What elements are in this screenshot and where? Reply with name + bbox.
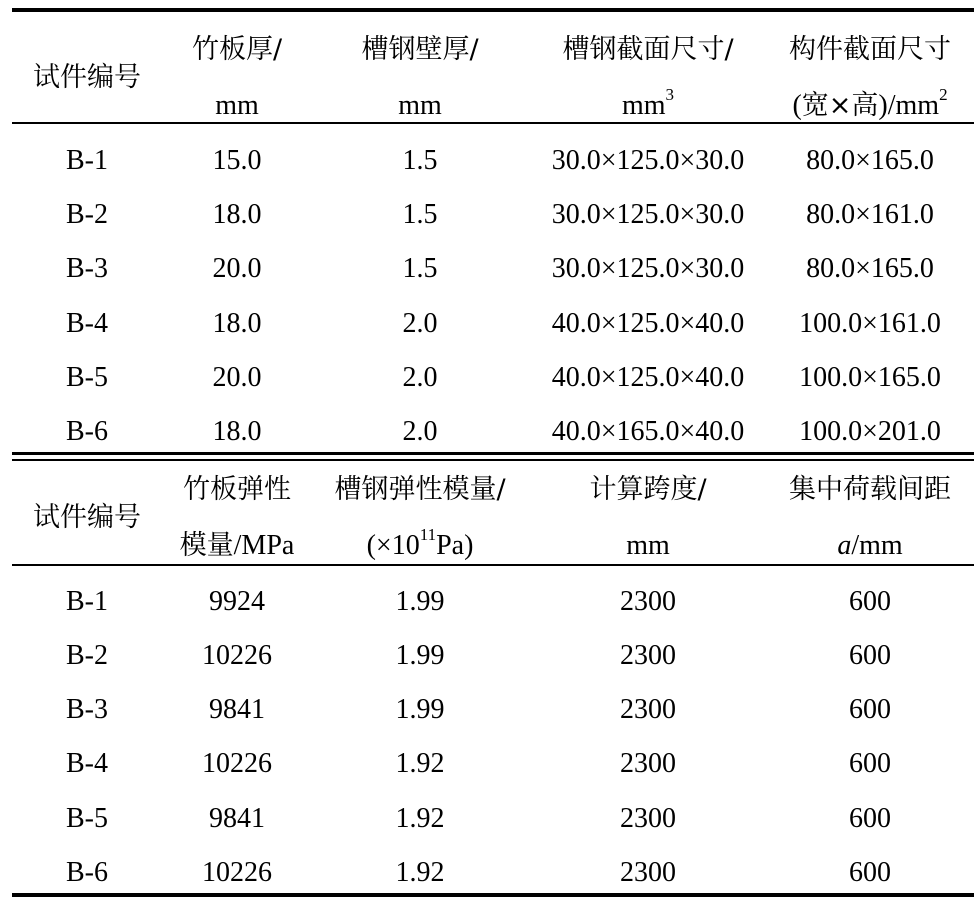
table1-cell-wall-thickness: 2.0: [402, 362, 438, 393]
table2-header-bamboo-modulus: 竹板弹性: [183, 474, 291, 505]
table2-cell-span: 2300: [620, 803, 676, 834]
table1-cell-member-size: 100.0×201.0: [799, 416, 941, 447]
specimen-parameter-table: [12, 8, 974, 900]
table2-cell-specimen: B-3: [66, 694, 108, 725]
table1-header-channel-wall-thickness-unit: mm: [398, 90, 442, 121]
table2-header-load-spacing-unit: a/mm: [837, 530, 903, 561]
table2-header-span: 计算跨度/: [589, 474, 707, 505]
table1-header-channel-section-size: 槽钢截面尺寸/: [562, 34, 734, 65]
table2-header-channel-modulus: 槽钢弹性模量/: [334, 474, 506, 505]
table2-header-rule: [12, 564, 974, 566]
table1-cell-channel-size: 30.0×125.0×30.0: [551, 145, 745, 176]
table1-cell-bamboo-thickness: 20.0: [212, 253, 262, 284]
table1-cell-channel-size: 40.0×165.0×40.0: [551, 416, 745, 447]
table2-cell-span: 2300: [620, 640, 676, 671]
table1-cell-wall-thickness: 2.0: [402, 308, 438, 339]
table2-cell-span: 2300: [620, 857, 676, 888]
table2-bottom-rule: [12, 893, 974, 897]
table1-header-channel-wall-thickness: 槽钢壁厚/: [361, 34, 479, 65]
table1-cell-specimen: B-2: [66, 199, 108, 230]
table2-cell-channel-modulus: 1.99: [395, 694, 445, 725]
table-separator-rule-upper: [12, 452, 974, 455]
table1-cell-bamboo-thickness: 18.0: [212, 199, 262, 230]
table1-cell-specimen: B-5: [66, 362, 108, 393]
table1-cell-specimen: B-6: [66, 416, 108, 447]
table1-cell-bamboo-thickness: 18.0: [212, 416, 262, 447]
table2-cell-bamboo-modulus: 10226: [202, 640, 272, 671]
table1-cell-channel-size: 30.0×125.0×30.0: [551, 199, 745, 230]
table1-cell-specimen: B-4: [66, 308, 108, 339]
table2-cell-bamboo-modulus: 9841: [209, 694, 265, 725]
table1-cell-specimen: B-3: [66, 253, 108, 284]
table2-cell-span: 2300: [620, 748, 676, 779]
table2-cell-load-spacing: 600: [849, 694, 891, 725]
table2-cell-channel-modulus: 1.99: [395, 586, 445, 617]
table1-cell-wall-thickness: 1.5: [402, 253, 438, 284]
table2-header-span-unit: mm: [626, 530, 670, 561]
table2-cell-bamboo-modulus: 10226: [202, 857, 272, 888]
table2-cell-bamboo-modulus: 9841: [209, 803, 265, 834]
table2-cell-bamboo-modulus: 9924: [209, 586, 265, 617]
table2-cell-load-spacing: 600: [849, 586, 891, 617]
table-separator-rule-lower: [12, 459, 974, 461]
table1-cell-member-size: 100.0×161.0: [799, 308, 941, 339]
table1-header-specimen-id: 试件编号: [33, 62, 141, 93]
table2-cell-channel-modulus: 1.92: [395, 857, 445, 888]
table2-cell-specimen: B-1: [66, 586, 108, 617]
table1-header-rule: [12, 122, 974, 124]
table1-cell-member-size: 80.0×165.0: [806, 253, 934, 284]
table1-cell-channel-size: 40.0×125.0×40.0: [551, 362, 745, 393]
table1-header-member-section-size: 构件截面尺寸: [789, 34, 951, 65]
table1-cell-channel-size: 40.0×125.0×40.0: [551, 308, 745, 339]
table1-header-channel-section-size-unit: $mm^3$: [621, 84, 675, 121]
table2-header-bamboo-modulus-unit: 模量/MPa: [179, 530, 295, 561]
table1-cell-member-size: 80.0×165.0: [806, 145, 934, 176]
table1-cell-channel-size: 30.0×125.0×30.0: [551, 253, 745, 284]
table1-cell-bamboo-thickness: 18.0: [212, 308, 262, 339]
table1-cell-bamboo-thickness: 15.0: [212, 145, 262, 176]
table1-cell-member-size: 80.0×161.0: [806, 199, 934, 230]
table1-top-rule: [12, 8, 974, 12]
table1-cell-wall-thickness: 1.5: [402, 145, 438, 176]
table2-cell-load-spacing: 600: [849, 857, 891, 888]
table2-header-channel-modulus-unit: $(\times 10^{11}Pa)$: [366, 524, 474, 561]
table1-cell-wall-thickness: 1.5: [402, 199, 438, 230]
table2-cell-channel-modulus: 1.92: [395, 803, 445, 834]
table2-header-load-spacing: 集中荷载间距: [789, 474, 951, 505]
table2-cell-span: 2300: [620, 694, 676, 725]
table1-header-member-section-size-unit: (宽×高)$/mm^2$: [792, 84, 948, 121]
table2-header-specimen-id: 试件编号: [33, 502, 141, 533]
table2-cell-channel-modulus: 1.92: [395, 748, 445, 779]
table2-cell-specimen: B-4: [66, 748, 108, 779]
table1-cell-specimen: B-1: [66, 145, 108, 176]
table1-header-bamboo-thickness: 竹板厚/: [191, 34, 283, 65]
table1-header-bamboo-thickness-unit: mm: [215, 90, 259, 121]
table2-cell-load-spacing: 600: [849, 803, 891, 834]
table2-cell-specimen: B-6: [66, 857, 108, 888]
table2-cell-channel-modulus: 1.99: [395, 640, 445, 671]
table1-cell-bamboo-thickness: 20.0: [212, 362, 262, 393]
table1-cell-member-size: 100.0×165.0: [799, 362, 941, 393]
table2-cell-load-spacing: 600: [849, 748, 891, 779]
table2-cell-bamboo-modulus: 10226: [202, 748, 272, 779]
table2-cell-specimen: B-2: [66, 640, 108, 671]
table2-cell-load-spacing: 600: [849, 640, 891, 671]
table2-cell-specimen: B-5: [66, 803, 108, 834]
table1-cell-wall-thickness: 2.0: [402, 416, 438, 447]
table2-cell-span: 2300: [620, 586, 676, 617]
